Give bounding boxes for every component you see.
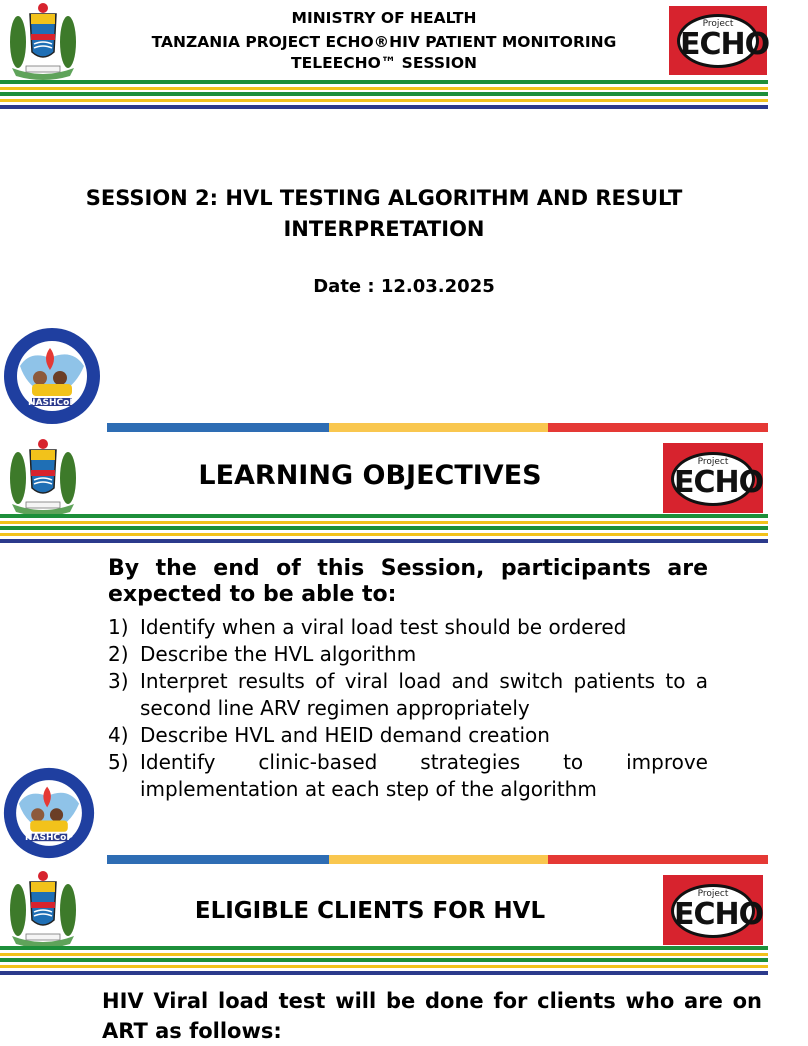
list-item: 3) Interpret results of viral load and switch patients to a second line ARV regimen appropriately — [108, 669, 708, 720]
slide-3 — [0, 864, 768, 1043]
nashcop-logo: NASHCoP — [2, 766, 96, 860]
eligibility-intro: HIV Viral load test will be done for clients who are on ART as follows: — [102, 989, 762, 1043]
tanzania-coat-of-arms-icon — [4, 436, 82, 516]
header-ministry: MINISTRY OF HEALTH — [291, 9, 477, 27]
color-bar — [107, 855, 768, 864]
list-item: 5) Identify clinic-based strategies to improve implementation at each step of the algorithm — [108, 750, 708, 801]
header-session-type: TELEECHO™ SESSION — [291, 54, 477, 72]
list-item: 1) Identify when a viral load test should be ordered — [108, 615, 627, 639]
slide-title: LEARNING OBJECTIVES — [198, 460, 542, 491]
session-date: Date : 12.03.2025 — [313, 276, 495, 297]
tanzania-coat-of-arms-icon — [4, 868, 82, 948]
color-bar — [107, 423, 768, 432]
echo-logo: Project ECHO — [669, 6, 767, 75]
flag-stripes — [0, 946, 768, 975]
slide-title: ELIGIBLE CLIENTS FOR HVL — [194, 898, 546, 924]
echo-logo: Project ECHO — [663, 875, 763, 945]
flag-stripes — [0, 80, 768, 109]
objectives-intro: By the end of this Session, participants are expected to be able to: — [108, 556, 708, 607]
session-title: SESSION 2: HVL TESTING ALGORITHM AND RESULT INTERPRETATION — [85, 186, 683, 241]
objectives-list — [108, 614, 708, 803]
list-item: 2) Describe the HVL algorithm — [108, 642, 417, 666]
flag-stripes — [0, 514, 768, 543]
slide-1 — [0, 0, 768, 432]
slide-2 — [0, 432, 768, 864]
header-program: TANZANIA PROJECT ECHO®HIV PATIENT MONITORING — [151, 33, 617, 51]
echo-logo: Project ECHO — [663, 443, 763, 513]
list-item: 4) Describe HVL and HEID demand creation — [108, 723, 550, 747]
nashcop-logo: NASHCoP — [2, 326, 102, 426]
